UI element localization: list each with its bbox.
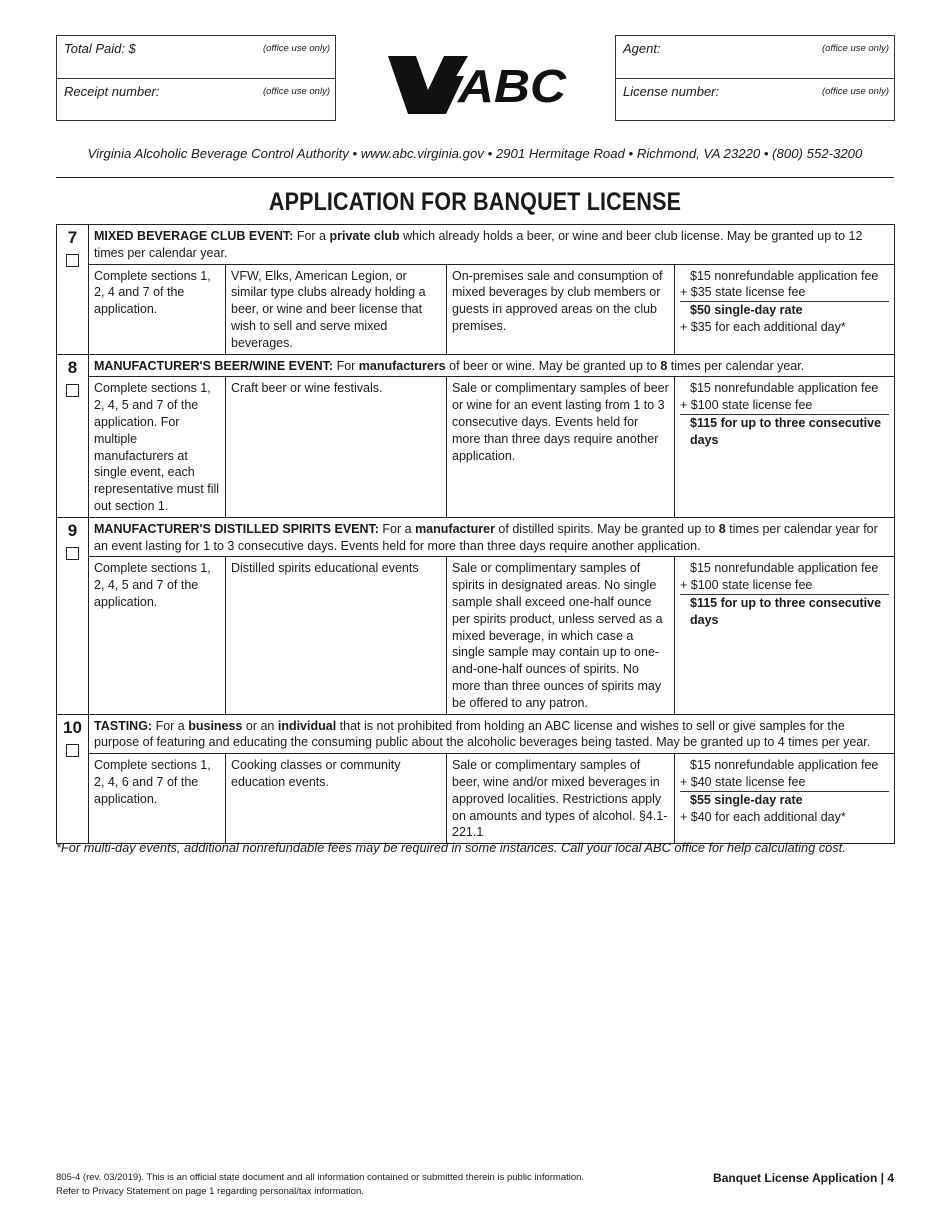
section-number-cell xyxy=(57,714,89,844)
fee-line: + $35 for each additional day* xyxy=(680,319,846,334)
required-sections-cell: Complete sections 1, 2, 4 and 7 of the application. xyxy=(89,264,226,354)
section-heading: MANUFACTURER'S DISTILLED SPIRITS EVENT: xyxy=(94,521,379,536)
office-use-note: (office use only) xyxy=(262,86,330,97)
license-number-field[interactable] xyxy=(616,78,894,120)
agent-label: Agent: xyxy=(623,41,661,56)
receipt-number-field[interactable] xyxy=(57,78,335,120)
description-text: of beer or wine. May be granted up to xyxy=(445,358,661,373)
section-number-cell xyxy=(57,354,89,517)
footnote: *For multi-day events, additional nonrefundable fees may be required in some instances. Call your local ABC office for help calculating cost. xyxy=(56,840,846,855)
section-description xyxy=(89,225,895,265)
section-number: 9 xyxy=(67,520,78,540)
license-types-body xyxy=(57,225,895,844)
fees-cell xyxy=(675,557,895,714)
section-number: 10 xyxy=(63,717,82,737)
description-emphasis: private club xyxy=(329,229,400,243)
description-text: For a xyxy=(152,718,189,733)
section-detail-row xyxy=(57,754,895,844)
fee-line: + $100 state license fee xyxy=(680,578,813,593)
section-heading: TASTING: xyxy=(94,718,153,733)
examples-cell: Cooking classes or community education events. xyxy=(226,754,447,844)
license-types-table xyxy=(56,224,895,844)
fee-line: $15 nonrefundable application fee xyxy=(690,381,879,396)
privileges-cell: Sale or complimentary samples of beer or wine for an event lasting from 1 to 3 consecutive days. Events held for more than three days require another application. xyxy=(447,377,675,517)
section-heading-row xyxy=(57,517,895,557)
fee-line: + $40 state license fee xyxy=(680,774,806,789)
footer-legal-line-1: 805-4 (rev. 03/2019). This is an official state document and all information contained or submitted therein is public information. xyxy=(56,1172,585,1183)
description-emphasis: individual xyxy=(277,718,337,733)
examples-cell: VFW, Elks, American Legion, or similar type clubs already holding a beer, or wine and beer license that wish to sell and serve mixed beverages. xyxy=(226,264,447,354)
section-checkbox[interactable] xyxy=(66,384,79,397)
office-use-box-right xyxy=(615,35,895,121)
section-heading: MIXED BEVERAGE CLUB EVENT: xyxy=(94,229,294,243)
section-number-cell xyxy=(57,225,89,355)
fees-cell xyxy=(675,264,895,354)
fees-cell xyxy=(675,754,895,844)
description-emphasis: business xyxy=(188,718,243,733)
section-detail-row xyxy=(57,264,895,354)
fee-line: $15 nonrefundable application fee xyxy=(690,561,879,576)
description-text: that is not prohibited from holding an ABC license and wishes to sell or give samples for the purpose of featuring and educating the consuming public about the alcoholic beverages being tasted. May be granted up to 4 times per year. xyxy=(94,718,871,750)
required-sections-cell: Complete sections 1, 2, 4, 5 and 7 of the application. For multiple manufacturers at single event, each representative must fill out section 1. xyxy=(89,377,226,517)
section-detail-row xyxy=(57,557,895,714)
section-number: 8 xyxy=(67,357,78,377)
license-number-label: License number: xyxy=(623,84,720,99)
office-use-note: (office use only) xyxy=(262,43,330,54)
office-use-note: (office use only) xyxy=(821,43,889,54)
fee-line: $15 nonrefundable application fee xyxy=(690,268,879,283)
header-divider xyxy=(56,177,894,178)
page-title: APPLICATION FOR BANQUET LICENSE xyxy=(268,188,682,216)
footer-legal xyxy=(56,1171,584,1198)
total-paid-field[interactable] xyxy=(57,36,335,78)
description-text: For a xyxy=(293,229,330,243)
contact-line: Virginia Alcoholic Beverage Control Authority • www.abc.virginia.gov • 2901 Hermitage Road • Richmond, VA 23220 • (800) 552-3200 xyxy=(87,146,863,161)
privileges-cell: Sale or complimentary samples of beer, wine and/or mixed beverages in approved localities. Restrictions apply on amounts and types of alcohol. §4.1-221.1 xyxy=(447,754,675,844)
fee-total: $115 for up to three consecutive days xyxy=(680,594,889,629)
section-heading-row xyxy=(57,225,895,265)
section-number: 7 xyxy=(67,228,78,247)
fee-total: $50 single-day rate xyxy=(680,301,889,319)
section-heading-row xyxy=(57,354,895,377)
fee-line: + $35 state license fee xyxy=(680,285,806,300)
privileges-cell: Sale or complimentary samples of spirits in designated areas. No single sample shall exceed one-half ounce per spirits product, unless served as a mixed beverage, in which case a single sample may contain up to one-and-one-half ounces of spirits. No more than three ounces of spirits may be offered to any patron. xyxy=(447,557,675,714)
footer-legal-line-2: Refer to Privacy Statement on page 1 regarding personal/tax information. xyxy=(56,1185,364,1197)
section-checkbox[interactable] xyxy=(66,254,79,267)
required-sections-cell: Complete sections 1, 2, 4, 5 and 7 of the application. xyxy=(89,557,226,714)
required-sections-cell: Complete sections 1, 2, 4, 6 and 7 of the application. xyxy=(89,754,226,844)
description-emphasis: 8 xyxy=(718,521,726,536)
total-paid-label: Total Paid: $ xyxy=(64,41,136,56)
office-use-box-left xyxy=(56,35,336,121)
abc-logo xyxy=(386,52,570,118)
description-text: times per calendar year for an event lasting for 1 to 3 consecutive days. Events held for more than three days require another application. xyxy=(94,521,878,553)
examples-cell: Distilled spirits educational events xyxy=(226,557,447,714)
description-emphasis: manufacturers xyxy=(358,358,446,373)
fee-line: $15 nonrefundable application fee xyxy=(690,758,879,773)
section-heading: MANUFACTURER'S BEER/WINE EVENT: xyxy=(94,358,334,373)
section-checkbox[interactable] xyxy=(66,744,79,757)
description-text: of distilled spirits. May be granted up to xyxy=(494,521,719,536)
section-number-cell xyxy=(57,517,89,714)
examples-cell: Craft beer or wine festivals. xyxy=(226,377,447,517)
description-text: which already holds a beer, or wine and beer club license. May be granted up to 12 times per calendar year. xyxy=(94,229,863,260)
section-checkbox[interactable] xyxy=(66,547,79,560)
section-detail-row xyxy=(57,377,895,517)
fee-total: $115 for up to three consecutive days xyxy=(680,414,889,449)
fee-total: $55 single-day rate xyxy=(680,791,889,809)
fees-cell xyxy=(675,377,895,517)
section-heading-row xyxy=(57,714,895,754)
description-emphasis: manufacturer xyxy=(415,521,495,536)
description-text: or an xyxy=(242,718,278,733)
agent-field[interactable] xyxy=(616,36,894,78)
fee-line: + $100 state license fee xyxy=(680,398,813,413)
page-footer-title: Banquet License Application | 4 xyxy=(713,1171,894,1185)
section-description xyxy=(89,517,895,557)
description-text: For a xyxy=(378,521,416,536)
description-emphasis: 8 xyxy=(660,358,668,373)
description-text: times per calendar year. xyxy=(667,358,805,373)
privileges-cell: On-premises sale and consumption of mixed beverages by club members or guests in approved areas on the club premises. xyxy=(447,264,675,354)
receipt-number-label: Receipt number: xyxy=(64,84,160,99)
description-text: For xyxy=(333,358,359,373)
office-use-note: (office use only) xyxy=(821,86,889,97)
section-description xyxy=(89,714,895,754)
section-description xyxy=(89,354,895,377)
logo-text: ABC xyxy=(456,60,567,112)
fee-line: + $40 for each additional day* xyxy=(680,809,846,824)
